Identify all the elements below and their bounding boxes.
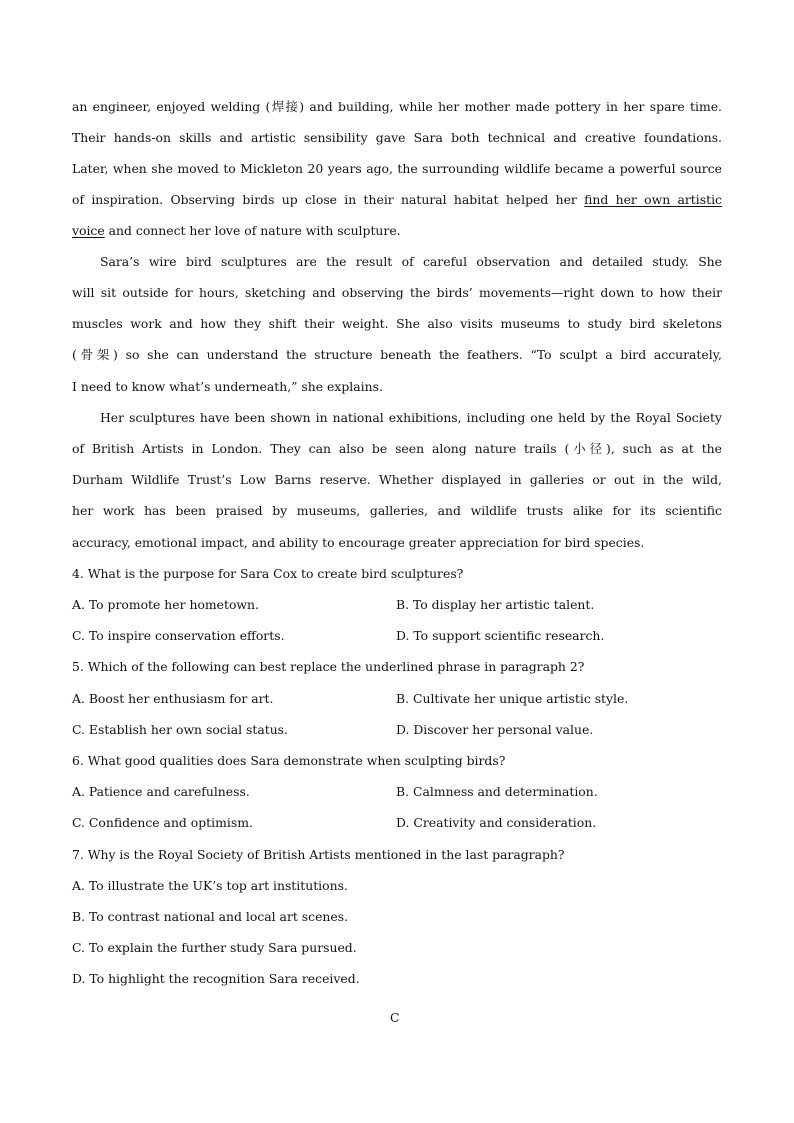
passage-p3-line-1: Her sculptures have been shown in national exhibitions, including one held by the Royal Society: [100, 410, 722, 425]
question-5-option-a: A. Boost her enthusiasm for art.: [72, 691, 274, 706]
passage-p2-line-5: I need to know what’s underneath,” she explains.: [72, 379, 383, 394]
passage-p3-line-3: Durham Wildlife Trust’s Low Barns reserve. Whether displayed in galleries or out in the wild,: [72, 472, 722, 487]
passage-p2-line-2: will sit outside for hours, sketching and observing the birds’ movements—right down to how their: [72, 285, 722, 300]
question-7-stem: 7. Why is the Royal Society of British Artists mentioned in the last paragraph?: [72, 847, 565, 862]
passage-p3-line-5: accuracy, emotional impact, and ability to encourage greater appreciation for bird species.: [72, 535, 645, 550]
answer-letter: C: [390, 1010, 400, 1025]
passage-p1-line-5: [72, 222, 401, 240]
question-7-option-c: C. To explain the further study Sara pursued.: [72, 940, 357, 955]
question-5-option-d: D. Discover her personal value.: [396, 722, 594, 737]
passage-p1-end: and connect her love of nature with sculpture.: [104, 223, 401, 238]
passage-p1-line-3: Later, when she moved to Mickleton 20 years ago, the surrounding wildlife became a powerful source: [72, 161, 722, 176]
underlined-phrase-part-2: voice: [72, 223, 105, 238]
question-5-option-b: B. Cultivate her unique artistic style.: [396, 691, 629, 706]
question-7-option-b: B. To contrast national and local art scenes.: [72, 909, 349, 924]
passage-p1-line-1: an engineer, enjoyed welding (焊接) and building, while her mother made pottery in her spare time.: [72, 99, 722, 114]
question-6-option-b: B. Calmness and determination.: [396, 784, 598, 799]
passage-p1-line-4: [72, 191, 722, 209]
passage-p1-line-2: Their hands-on skills and artistic sensibility gave Sara both technical and creative foundations.: [72, 130, 722, 145]
passage-p1-line-4-text: of inspiration. Observing birds up close in their natural habitat helped her: [72, 192, 577, 207]
question-4-stem: 4. What is the purpose for Sara Cox to create bird sculptures?: [72, 566, 464, 581]
question-7-option-d: D. To highlight the recognition Sara received.: [72, 971, 360, 986]
passage-p3-line-2: of British Artists in London. They can also be seen along nature trails (小径), such as at the: [72, 441, 722, 456]
question-6-stem: 6. What good qualities does Sara demonstrate when sculpting birds?: [72, 753, 506, 768]
question-6-option-a: A. Patience and carefulness.: [72, 784, 250, 799]
question-6-option-c: C. Confidence and optimism.: [72, 815, 253, 830]
question-4-option-c: C. To inspire conservation efforts.: [72, 628, 285, 643]
passage-p2-line-3: muscles work and how they shift their weight. She also visits museums to study bird skeletons: [72, 316, 722, 331]
question-4-option-d: D. To support scientific research.: [396, 628, 605, 643]
question-7-option-a: A. To illustrate the UK’s top art institutions.: [72, 878, 348, 893]
passage-p3-line-4: her work has been praised by museums, galleries, and wildlife trusts alike for its scientific: [72, 503, 722, 518]
underlined-phrase-part-1: find her own artistic: [584, 192, 722, 207]
passage-p2-line-1: Sara’s wire bird sculptures are the result of careful observation and detailed study. She: [100, 254, 722, 269]
question-5-stem: 5. Which of the following can best replace the underlined phrase in paragraph 2?: [72, 659, 585, 674]
question-4-option-b: B. To display her artistic talent.: [396, 597, 595, 612]
passage-p2-line-4: (骨架) so she can understand the structure beneath the feathers. “To sculpt a bird accurately,: [72, 347, 722, 362]
question-5-option-c: C. Establish her own social status.: [72, 722, 288, 737]
question-4-option-a: A. To promote her hometown.: [72, 597, 259, 612]
question-6-option-d: D. Creativity and consideration.: [396, 815, 597, 830]
